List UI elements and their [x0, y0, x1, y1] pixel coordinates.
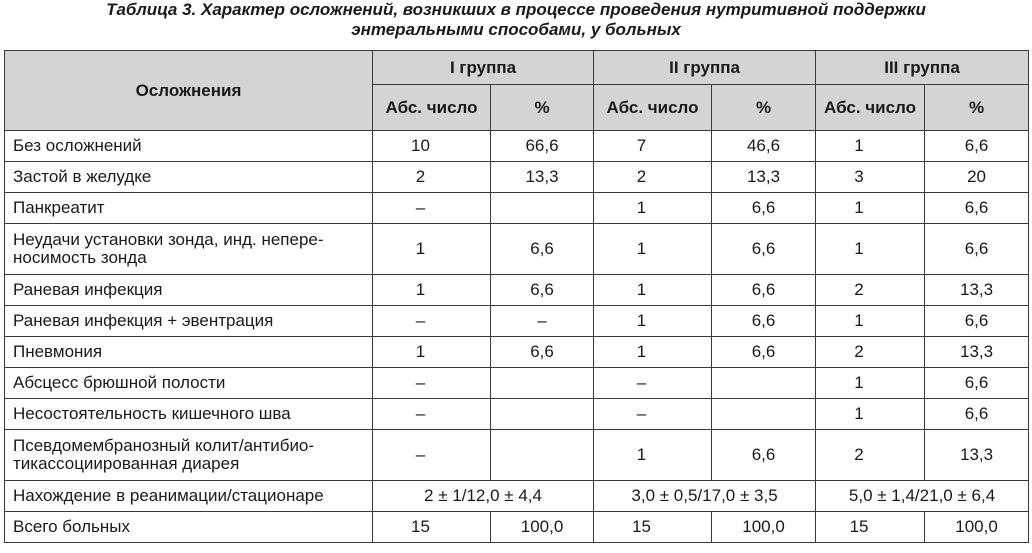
table-cell: 1: [816, 224, 925, 275]
table-row: [5, 131, 1029, 162]
table-cell: 1: [373, 275, 491, 306]
table-cell: –: [594, 399, 712, 430]
caption-line-2: энтеральными способами, у больных: [351, 20, 681, 39]
row-label: Неудачи установки зонда, инд. непере-носимость зонда: [5, 224, 373, 275]
table-cell: 2: [816, 275, 925, 306]
table-cell: –: [491, 306, 594, 337]
row-label: Всего больных: [5, 512, 373, 543]
table-caption: [0, 0, 1032, 44]
table-cell: 6,6: [712, 224, 816, 275]
table-cell: 6,6: [491, 275, 594, 306]
table-cell: 1: [594, 193, 712, 224]
table-cell: 15: [594, 512, 712, 543]
row-label: Застой в желудке: [5, 162, 373, 193]
table-row: [5, 399, 1029, 430]
pct-header: %: [925, 85, 1029, 131]
row-label: Нахождение в реанимации/стационаре: [5, 481, 373, 512]
table-row: [5, 481, 1029, 512]
table-cell: 1: [594, 275, 712, 306]
table-cell: 6,6: [925, 399, 1029, 430]
table-cell: [491, 399, 594, 430]
table-cell: [491, 368, 594, 399]
table-cell: 1: [816, 368, 925, 399]
pct-header: %: [712, 85, 816, 131]
table-cell: 6,6: [491, 337, 594, 368]
row-label: Псевдомембранозный колит/антибио-тикассоциированная диарея: [5, 430, 373, 481]
table-cell: 6,6: [712, 430, 816, 481]
row-label: Абсцесс брюшной полости: [5, 368, 373, 399]
table-row: [5, 368, 1029, 399]
table-cell: 13,3: [712, 162, 816, 193]
table-cell: [712, 368, 816, 399]
table-cell: 2: [816, 337, 925, 368]
table-cell: 13,3: [925, 430, 1029, 481]
table-cell: 100,0: [491, 512, 594, 543]
table-cell: 13,3: [925, 275, 1029, 306]
table-cell: 15: [373, 512, 491, 543]
group-3-header: III группа: [816, 51, 1029, 85]
table-row: [5, 306, 1029, 337]
table-cell: 1: [816, 131, 925, 162]
table-cell: 100,0: [712, 512, 816, 543]
row-label: Панкреатит: [5, 193, 373, 224]
table-cell: 1: [373, 337, 491, 368]
table-cell: 13,3: [491, 162, 594, 193]
table-cell: 6,6: [925, 131, 1029, 162]
row-label: Раневая инфекция: [5, 275, 373, 306]
table-cell: 1: [594, 306, 712, 337]
table-cell: –: [373, 399, 491, 430]
table-cell: [491, 193, 594, 224]
table-row: [5, 193, 1029, 224]
abs-header: Абс. число: [816, 85, 925, 131]
complications-header: Осложнения: [5, 51, 373, 131]
table-cell: 1: [373, 224, 491, 275]
table-cell: 6,6: [925, 224, 1029, 275]
table-cell: 46,6: [712, 131, 816, 162]
group-2-header: II группа: [594, 51, 816, 85]
table-cell: 2: [816, 430, 925, 481]
table-cell: 6,6: [491, 224, 594, 275]
table-row: [5, 512, 1029, 543]
table-cell: 6,6: [925, 368, 1029, 399]
table-cell: 20: [925, 162, 1029, 193]
table-cell: 5,0 ± 1,4/21,0 ± 6,4: [816, 481, 1029, 512]
table-row: [5, 337, 1029, 368]
table-cell: 13,3: [925, 337, 1029, 368]
table-cell: 1: [594, 224, 712, 275]
table-cell: 1: [594, 337, 712, 368]
table-cell: –: [373, 306, 491, 337]
table-cell: –: [373, 368, 491, 399]
table-row: [5, 162, 1029, 193]
table-row: [5, 224, 1029, 275]
pct-header: %: [491, 85, 594, 131]
complications-table: [4, 50, 1029, 543]
table-cell: 6,6: [712, 306, 816, 337]
table-cell: 6,6: [925, 193, 1029, 224]
table-cell: 6,6: [712, 275, 816, 306]
table-cell: 7: [594, 131, 712, 162]
table-cell: 6,6: [925, 306, 1029, 337]
table-row: [5, 430, 1029, 481]
table-cell: 6,6: [712, 337, 816, 368]
group-1-header: I группа: [373, 51, 594, 85]
abs-header: Абс. число: [594, 85, 712, 131]
table-cell: –: [373, 430, 491, 481]
table-cell: 3,0 ± 0,5/17,0 ± 3,5: [594, 481, 816, 512]
table-cell: 66,6: [491, 131, 594, 162]
table-cell: 6,6: [712, 193, 816, 224]
table-cell: 1: [816, 193, 925, 224]
row-label: Пневмония: [5, 337, 373, 368]
table-cell: –: [594, 368, 712, 399]
table-cell: 1: [816, 306, 925, 337]
caption-line-1: Таблица 3. Характер осложнений, возникших в процессе проведения нутритивной поддержки: [106, 0, 926, 19]
table-cell: –: [373, 193, 491, 224]
row-label: Раневая инфекция + эвентрация: [5, 306, 373, 337]
table-cell: 2: [373, 162, 491, 193]
table-cell: 10: [373, 131, 491, 162]
table-cell: 1: [594, 430, 712, 481]
table-row: [5, 275, 1029, 306]
row-label: Без осложнений: [5, 131, 373, 162]
table-cell: 100,0: [925, 512, 1029, 543]
table-cell: 3: [816, 162, 925, 193]
table-cell: [491, 430, 594, 481]
abs-header: Абс. число: [373, 85, 491, 131]
table-cell: 1: [816, 399, 925, 430]
table-cell: 15: [816, 512, 925, 543]
row-label: Несостоятельность кишечного шва: [5, 399, 373, 430]
table-cell: [712, 399, 816, 430]
table-cell: 2 ± 1/12,0 ± 4,4: [373, 481, 594, 512]
table-cell: 2: [594, 162, 712, 193]
